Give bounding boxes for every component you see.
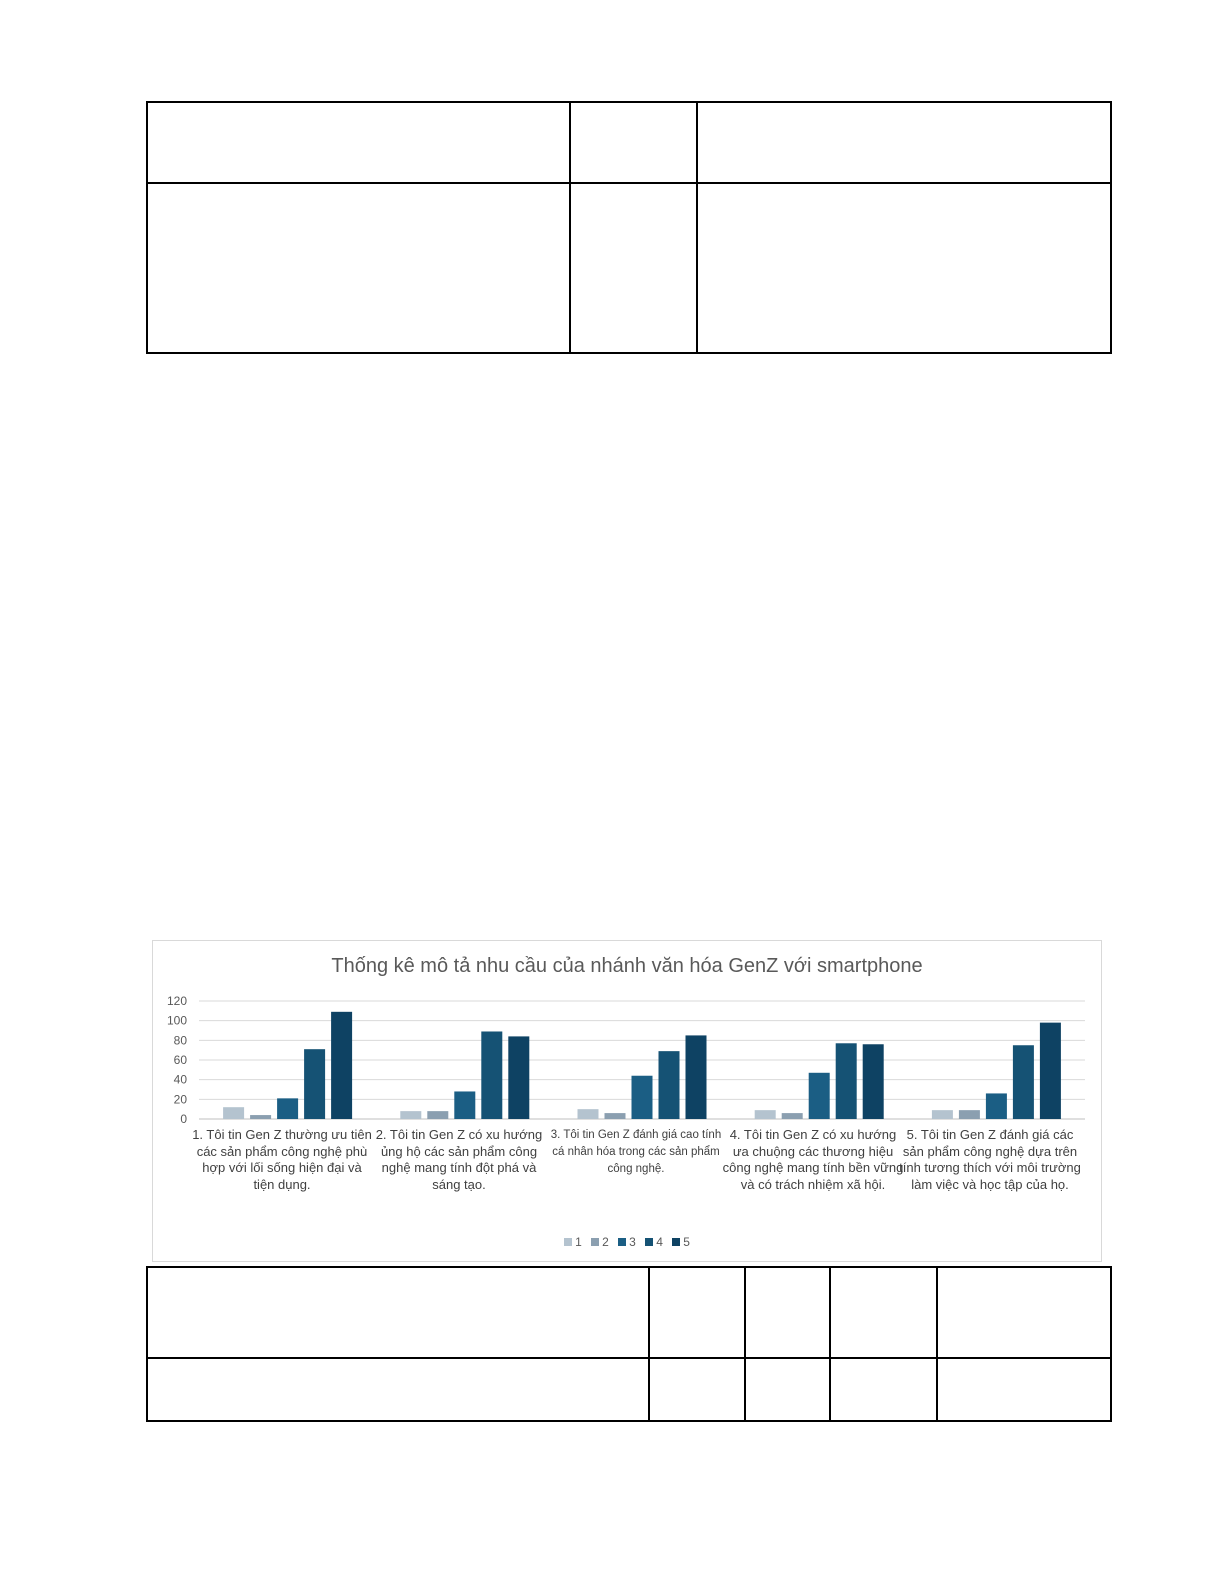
legend-swatch (672, 1238, 680, 1246)
y-tick-label: 40 (173, 1072, 187, 1087)
y-tick-label: 20 (173, 1092, 187, 1107)
table-cell (570, 183, 697, 353)
bar-series-3 (277, 1098, 298, 1119)
bar-series-3 (454, 1091, 475, 1119)
empty-table-top (146, 101, 1112, 354)
bar-series-4 (1013, 1045, 1034, 1119)
bar-series-1 (400, 1111, 421, 1119)
table-row (147, 102, 1111, 183)
category-label: 5. Tôi tin Gen Z đánh giá các sản phẩm công nghệ dựa trên tính tương thích với môi trường làm việc và học tập của họ. (899, 1127, 1081, 1192)
table-cell (745, 1358, 830, 1421)
bar-series-2 (959, 1110, 980, 1119)
bar-series-1 (578, 1109, 599, 1119)
bar-series-4 (836, 1043, 857, 1119)
legend-label: 3 (629, 1235, 636, 1249)
legend-label: 5 (683, 1235, 690, 1249)
legend-item (564, 1235, 582, 1249)
table-cell (937, 1358, 1111, 1421)
legend-label: 1 (575, 1235, 582, 1249)
y-tick-label: 120 (166, 994, 187, 1008)
chart-title: Thống kê mô tả nhu cầu của nhánh văn hóa GenZ với smartphone (331, 955, 923, 977)
table-cell (649, 1267, 745, 1358)
bar-series-1 (755, 1110, 776, 1119)
legend-swatch (564, 1238, 572, 1246)
bar-series-3 (986, 1093, 1007, 1119)
table-cell (147, 1358, 649, 1421)
legend-swatch (645, 1238, 653, 1246)
table-cell (649, 1358, 745, 1421)
y-tick-label: 60 (173, 1053, 187, 1067)
empty-table-bottom (146, 1266, 1112, 1422)
legend-swatch (591, 1238, 599, 1246)
table-cell (830, 1267, 937, 1358)
legend-swatch (618, 1238, 626, 1246)
bar-series-3 (809, 1073, 830, 1119)
table-cell (697, 102, 1111, 183)
table-cell (745, 1267, 830, 1358)
bar-chart (152, 940, 1102, 1262)
chart-legend (153, 1235, 1101, 1249)
table-row (147, 183, 1111, 353)
bar-series-1 (932, 1110, 953, 1119)
bar-series-2 (782, 1113, 803, 1119)
legend-item (672, 1235, 690, 1249)
bar-series-5 (508, 1036, 529, 1119)
table-row (147, 1267, 1111, 1358)
category-label: 3. Tôi tin Gen Z đánh giá cao tính cá nhân hóa trong các sản phẩm công nghệ. (550, 1129, 722, 1175)
category-label: 1. Tôi tin Gen Z thường ưu tiên các sản phẩm công nghệ phù hợp với lối sống hiện đại và tiện dụng. (192, 1127, 372, 1192)
table-cell (147, 183, 570, 353)
table-cell (937, 1267, 1111, 1358)
bar-series-1 (223, 1107, 244, 1119)
legend-label: 4 (656, 1235, 663, 1249)
category-label: 2. Tôi tin Gen Z có xu hướng ủng hộ các sản phẩm công nghệ mang tính đột phá và sáng tạo. (375, 1127, 543, 1192)
table-row (147, 1358, 1111, 1421)
legend-item (618, 1235, 636, 1249)
table-cell (570, 102, 697, 183)
table-cell (147, 1267, 649, 1358)
bar-series-2 (605, 1113, 626, 1119)
y-tick-label: 80 (173, 1033, 187, 1048)
bar-series-3 (632, 1076, 653, 1119)
category-label: 4. Tôi tin Gen Z có xu hướng ưa chuộng các thương hiệu công nghệ mang tính bền vững và có trách nhiệm xã hội. (722, 1127, 904, 1192)
bar-series-2 (250, 1115, 271, 1119)
legend-item (591, 1235, 609, 1249)
bar-series-4 (481, 1031, 502, 1119)
chart-plot (153, 941, 1103, 1263)
bar-series-4 (659, 1051, 680, 1119)
bar-series-4 (304, 1049, 325, 1119)
y-tick-label: 0 (180, 1112, 187, 1126)
table-cell (697, 183, 1111, 353)
table-cell (830, 1358, 937, 1421)
table-cell (147, 102, 570, 183)
bar-series-5 (686, 1035, 707, 1119)
bar-series-2 (427, 1111, 448, 1119)
bar-series-5 (331, 1012, 352, 1119)
y-tick-label: 100 (166, 1013, 187, 1028)
legend-item (645, 1235, 663, 1249)
bar-series-5 (1040, 1023, 1061, 1119)
bar-series-5 (863, 1044, 884, 1119)
legend-label: 2 (602, 1235, 609, 1249)
